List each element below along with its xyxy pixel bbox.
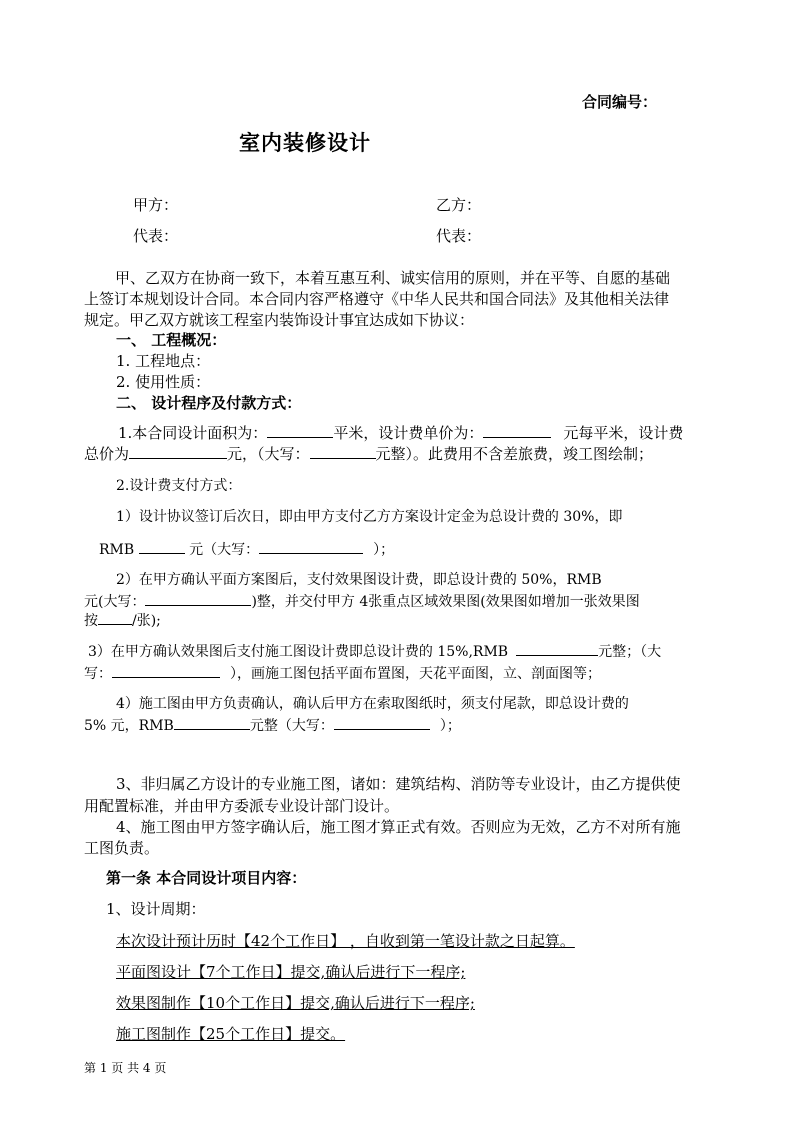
area-blank[interactable] [267,422,333,438]
unit-price-label: 平米，设计费单价为： [333,424,484,442]
final-capital-label: 元整（大写： [249,718,334,734]
payment-step-2: 2）在甲方确认平面方案图后，支付效果图设计费，即总设计费的 50%，RMB [116,572,602,588]
party-a-label: 甲方： [133,196,179,214]
rmb-label: RMB [99,542,135,558]
total-capital-label: 元，（大写： [227,445,310,463]
total-price-label: 总价为 [84,445,130,463]
render-note: )整，并交付甲方 4张重点区域效果图(效果图如增加一张效果图 [251,594,640,610]
party-b-label: 乙方： [436,196,482,214]
intro-line-1: 甲、乙双方在协商一致下，本着互惠互利、诚实信用的原则，并在平等、自愿的基础 [115,269,671,287]
intro-line-3: 规定。甲乙双方就该工程室内装饰设计事宜达成如下协议： [84,311,475,329]
page-footer: 第 1 页 共 4 页 [84,1061,167,1075]
construction-rmb-blank[interactable] [516,640,598,656]
total-price-blank[interactable] [129,443,227,459]
schedule-item-total: 本次设计预计历时【42个工作日】 ，自收到第一笔设计款之日起算。 [116,932,575,950]
contract-number-label: 合同编号： [582,93,658,111]
section-2-heading: 二、 设计程序及付款方式： [116,394,302,412]
payment-method-label: 2.设计费支付方式： [116,478,242,494]
payment-step-3 [88,640,661,663]
intro-line-2: 上签订本规划设计合同。本合同内容严格遵守《中华人民共和国合同法》及其他相关法律 [84,290,670,308]
payment-step-1-amount [99,538,394,561]
section-4-line-1: 4、施工图由甲方签字确认后，施工图才算正式有效。否则应为无效，乙方不对所有施 [116,818,681,836]
payment-step-4: 4）施工图由甲方负责确认，确认后甲方在索取图纸时，须支付尾款，即总设计费的 [116,696,629,712]
deposit-capital-label: 元（大写： [189,542,260,558]
payment-step-2-extra [84,609,161,632]
deposit-close: ）； [373,542,395,558]
payment-step-2-amount [84,590,640,613]
document-title: 室内装修设计 [239,130,371,155]
payment-step-1: 1）设计协议签订后次日，即由甲方支付乙方方案设计定金为总设计费的 30%，即 [116,509,623,525]
design-period-label: 1、设计周期： [106,900,206,918]
final-rmb-blank[interactable] [174,714,250,730]
section-3-line-1: 3、非归属乙方设计的专业施工图，诸如：建筑结构、消防等专业设计，由乙方提供使 [116,775,681,793]
schedule-item-render: 效果图制作【10个工作日】提交,确认后进行下一程序; [116,994,475,1012]
final-capital-blank[interactable] [334,714,430,730]
extra-render-unit: /张); [132,613,161,629]
unit-price-blank[interactable] [483,422,551,438]
final-close: ）； [439,718,461,734]
total-price-note: 元整）。此费用不含差旅费，竣工图绘制； [375,445,654,463]
section-4-line-2: 工图负责。 [84,839,160,857]
party-a-rep-label: 代表： [133,227,179,245]
section-1-heading: 一、 工程概况： [116,331,227,349]
section-3-line-2: 用配置标准，并由甲方委派专业设计部门设计。 [84,797,400,815]
render-capital-label: 元(大写： [84,594,146,610]
section-1-item-usage: 2. 使用性质： [116,373,211,391]
total-capital-blank[interactable] [310,443,376,459]
design-area-label: 1.本合同设计面积为： [118,424,268,442]
construction-capital-blank[interactable] [112,662,220,678]
render-capital-blank[interactable] [145,590,251,606]
extra-render-label: 按 [84,613,98,629]
unit-price-suffix: 元每平米，设计费 [563,424,684,442]
construction-fee-label: 3）在甲方确认效果图后支付施工图设计费即总设计费的 15%,RMB [88,644,509,660]
deposit-rmb-blank[interactable] [139,538,185,554]
extra-render-blank[interactable] [98,609,132,625]
section-1-item-location: 1. 工程地点： [116,352,211,370]
deposit-capital-blank[interactable] [259,538,363,554]
party-b-rep-label: 代表： [436,227,482,245]
total-price-line [84,443,653,465]
payment-step-3-capital [84,662,601,685]
schedule-item-construction: 施工图制作【25个工作日】提交。 [116,1025,346,1043]
article-1-heading: 第一条 本合同设计项目内容： [106,869,307,887]
payment-step-4-amount [84,714,461,737]
final-fee-label: 5% 元，RMB [84,718,174,734]
schedule-item-plan: 平面图设计【7个工作日】提交,确认后进行下一程序; [116,963,466,981]
construction-capital-label: 写： [84,666,112,682]
construction-fee-suffix: 元整；（大 [598,644,662,660]
construction-note: ），画施工图包括平面布置图，天花平面图，立、剖面图等； [230,666,601,682]
design-area-line [118,422,683,444]
